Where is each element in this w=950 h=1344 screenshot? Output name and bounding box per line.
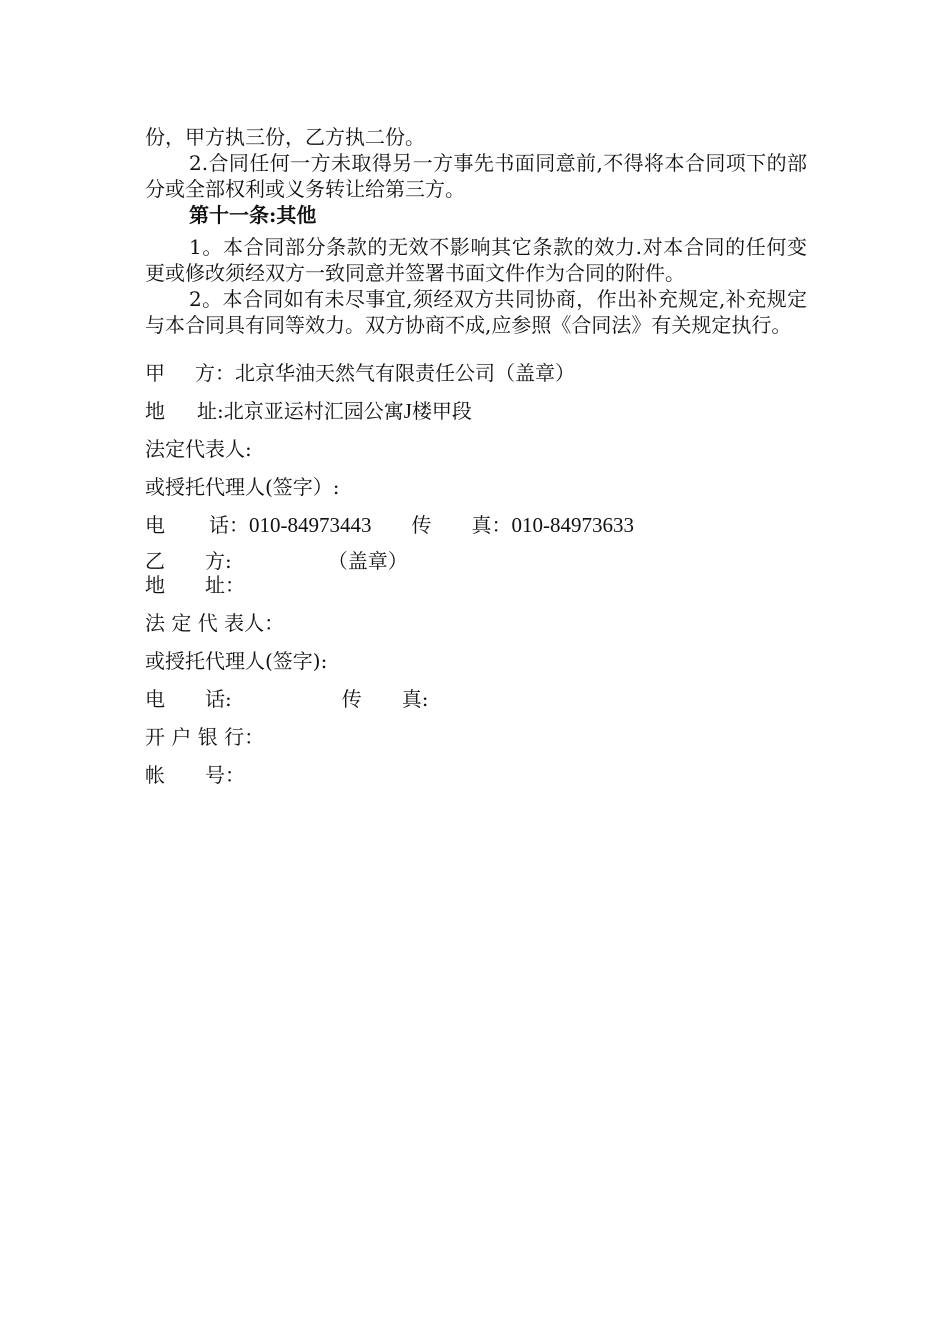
party-b-phone-label-suffix: 话: [205, 687, 232, 711]
article-heading: 第十一条:其他 [189, 203, 317, 227]
party-b-contact-row [145, 686, 429, 712]
party-a-row [145, 360, 575, 386]
party-b-bank-label: 开 户 银 行： [145, 725, 265, 749]
party-b-account-row [145, 762, 245, 788]
party-a-address: 北京亚运村汇园公寓 [223, 399, 404, 423]
paragraph-copies: 份，甲方执三份，乙方执二份。 [145, 125, 425, 149]
party-a-fax-label: 传 [411, 513, 432, 537]
party-a-phone-label: 电 [145, 513, 165, 537]
party-b-row [145, 548, 408, 574]
party-a-fax: 010-84973633 [511, 513, 634, 537]
party-b-rep-row [145, 610, 284, 636]
party-a-contact-row [145, 512, 634, 538]
paragraph-transfer-clause: 2.合同任何一方未取得另一方事先书面同意前,不得将本合同项下的部分或全部权利或义务转让给第三方。 [145, 151, 807, 201]
paragraph-invalidity-clause: 1。本合同部分条款的无效不影响其它条款的效力.对本合同的任何变更或修改须经双方一致同意并签署书面文件作为合同的附件。 [145, 235, 807, 285]
party-b-phone-label: 电 [145, 687, 165, 711]
document-page [145, 124, 807, 787]
party-a-address-row [145, 398, 472, 424]
party-b-bank-row [145, 724, 264, 750]
party-a-name: 北京华油天然气有限责任公司（盖章） [235, 361, 575, 385]
party-b-address-label: 地 [145, 573, 165, 597]
party-a-rep-label: 法定代表人: [145, 437, 252, 461]
party-b-label-suffix: 方: [205, 549, 232, 573]
party-b-seal: （盖章） [327, 549, 408, 573]
party-b-fax-label-suffix: 真: [401, 687, 429, 711]
party-a-address-building: J [403, 399, 412, 423]
party-b-agent-label: 或授托代理人(签字): [145, 649, 328, 673]
party-b-rep-label: 法 定 代 表人： [145, 611, 285, 635]
party-a-address-label: 地 [145, 399, 165, 423]
party-b-account-label-suffix: 号： [205, 763, 245, 787]
party-a-address-label-suffix: 址: [197, 399, 224, 423]
party-b-fax-label: 传 [341, 687, 362, 711]
party-a-agent-row [145, 474, 340, 500]
party-b-label: 乙 [145, 549, 165, 573]
party-a-address-tail: 楼甲段 [411, 399, 472, 423]
party-a-label-suffix: 方： [195, 361, 235, 385]
party-b-agent-row [145, 648, 327, 674]
party-a-agent-label: 或授托代理人(签字）: [145, 475, 340, 499]
party-b-account-label: 帐 [145, 763, 165, 787]
party-a-phone-label-suffix: 话： [209, 513, 249, 537]
party-a-fax-label-suffix: 真： [471, 513, 512, 537]
party-a-rep-row [145, 436, 252, 462]
signature-block [145, 360, 807, 787]
party-b-address-row [145, 572, 245, 598]
paragraph-supplement-clause: 2。本合同如有未尽事宜,须经双方共同协商，作出补充规定,补充规定与本合同具有同等效力。双方协商不成,应参照《合同法》有关规定执行。 [145, 287, 807, 337]
party-b-address-label-suffix: 址： [205, 573, 245, 597]
party-a-label: 甲 [145, 361, 165, 385]
party-a-phone: 010-84973443 [249, 513, 372, 537]
